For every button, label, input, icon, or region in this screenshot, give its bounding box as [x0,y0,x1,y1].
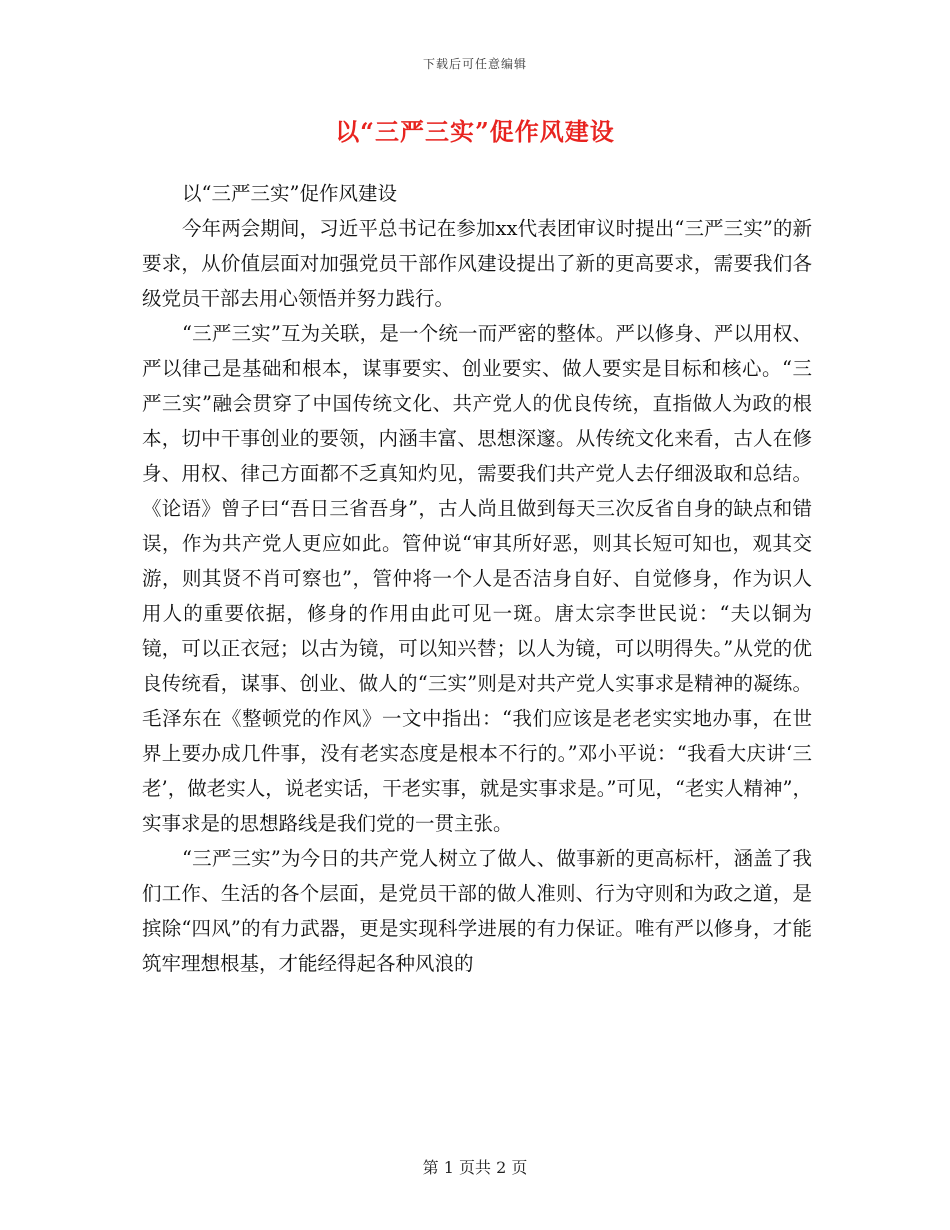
document-title: 以“三严三实”促作风建设 [335,117,615,146]
page-header: 下载后可任意编辑 [422,57,527,71]
page-number: 第 1 页共 2 页 [422,1158,528,1177]
paragraph-subtitle: 以“三严三实”促作风建设 [182,182,397,205]
paragraph-benchmark: “三严三实”为今日的共产党人树立了做人、做事新的更高标杆，涵盖了我们工作、生活的各个层面，是党员干部的做人准则、行为守则和为政之道，是摈除“四风”的有力武器，更是实现科学进展的有力保证。唯有严以修身，才能筑牢理想根基，才能经得起各种风浪的 [142,847,812,975]
paragraph-intro: 今年两会期间，习近平总书记在参加xx代表团审议时提出“三严三实”的新要求，从价值层面对加强党员干部作风建设提出了新的更高要求，需要我们各级党员干部去用心领悟并努力践行。 [142,217,812,310]
paragraph-interrelation: “三严三实”互为关联，是一个统一而严密的整体。严以修身、严以用权、严以律己是基础和根本，谋事要实、创业要实、做人要实是目标和核心。“三严三实”融会贯穿了中国传统文化、共产党人的优良传统，直指做人为政的根本，切中干事创业的要领，内涵丰富、思想深邃。从传统文化来看，古人在修身、用权、律己方面都不乏真知灼见，需要我们共产党人去仔细汲取和总结。《论语》曾子曰“吾日三省吾身”，古人尚且做到每天三次反省自身的缺点和错误，作为共产党人更应如此。管仲说“审其所好恶，则其长短可知也，观其交游，则其贤不肖可察也”，管仲将一个人是否洁身自好、自觉修身，作为识人用人的重要依据，修身的作用由此可见一斑。唐太宗李世民说：“夫以铜为镜，可以正衣冠；以古为镜，可以知兴替；以人为镜，可以明得失。”从党的优良传统看，谋事、创业、做人的“三实”则是对共产党人实事求是精神的凝练。毛泽东在《整顿党的作风》一文中指出：“我们应该是老老实实地办事，在世界上要办成几件事，没有老实态度是根本不行的。”邓小平说：“我看大庆讲‘三老’，做老实人，说老实话，干老实事，就是实事求是。”可见，“老实人精神”，实事求是的思想路线是我们党的一贯主张。 [142,322,812,835]
document-body [142,176,812,981]
